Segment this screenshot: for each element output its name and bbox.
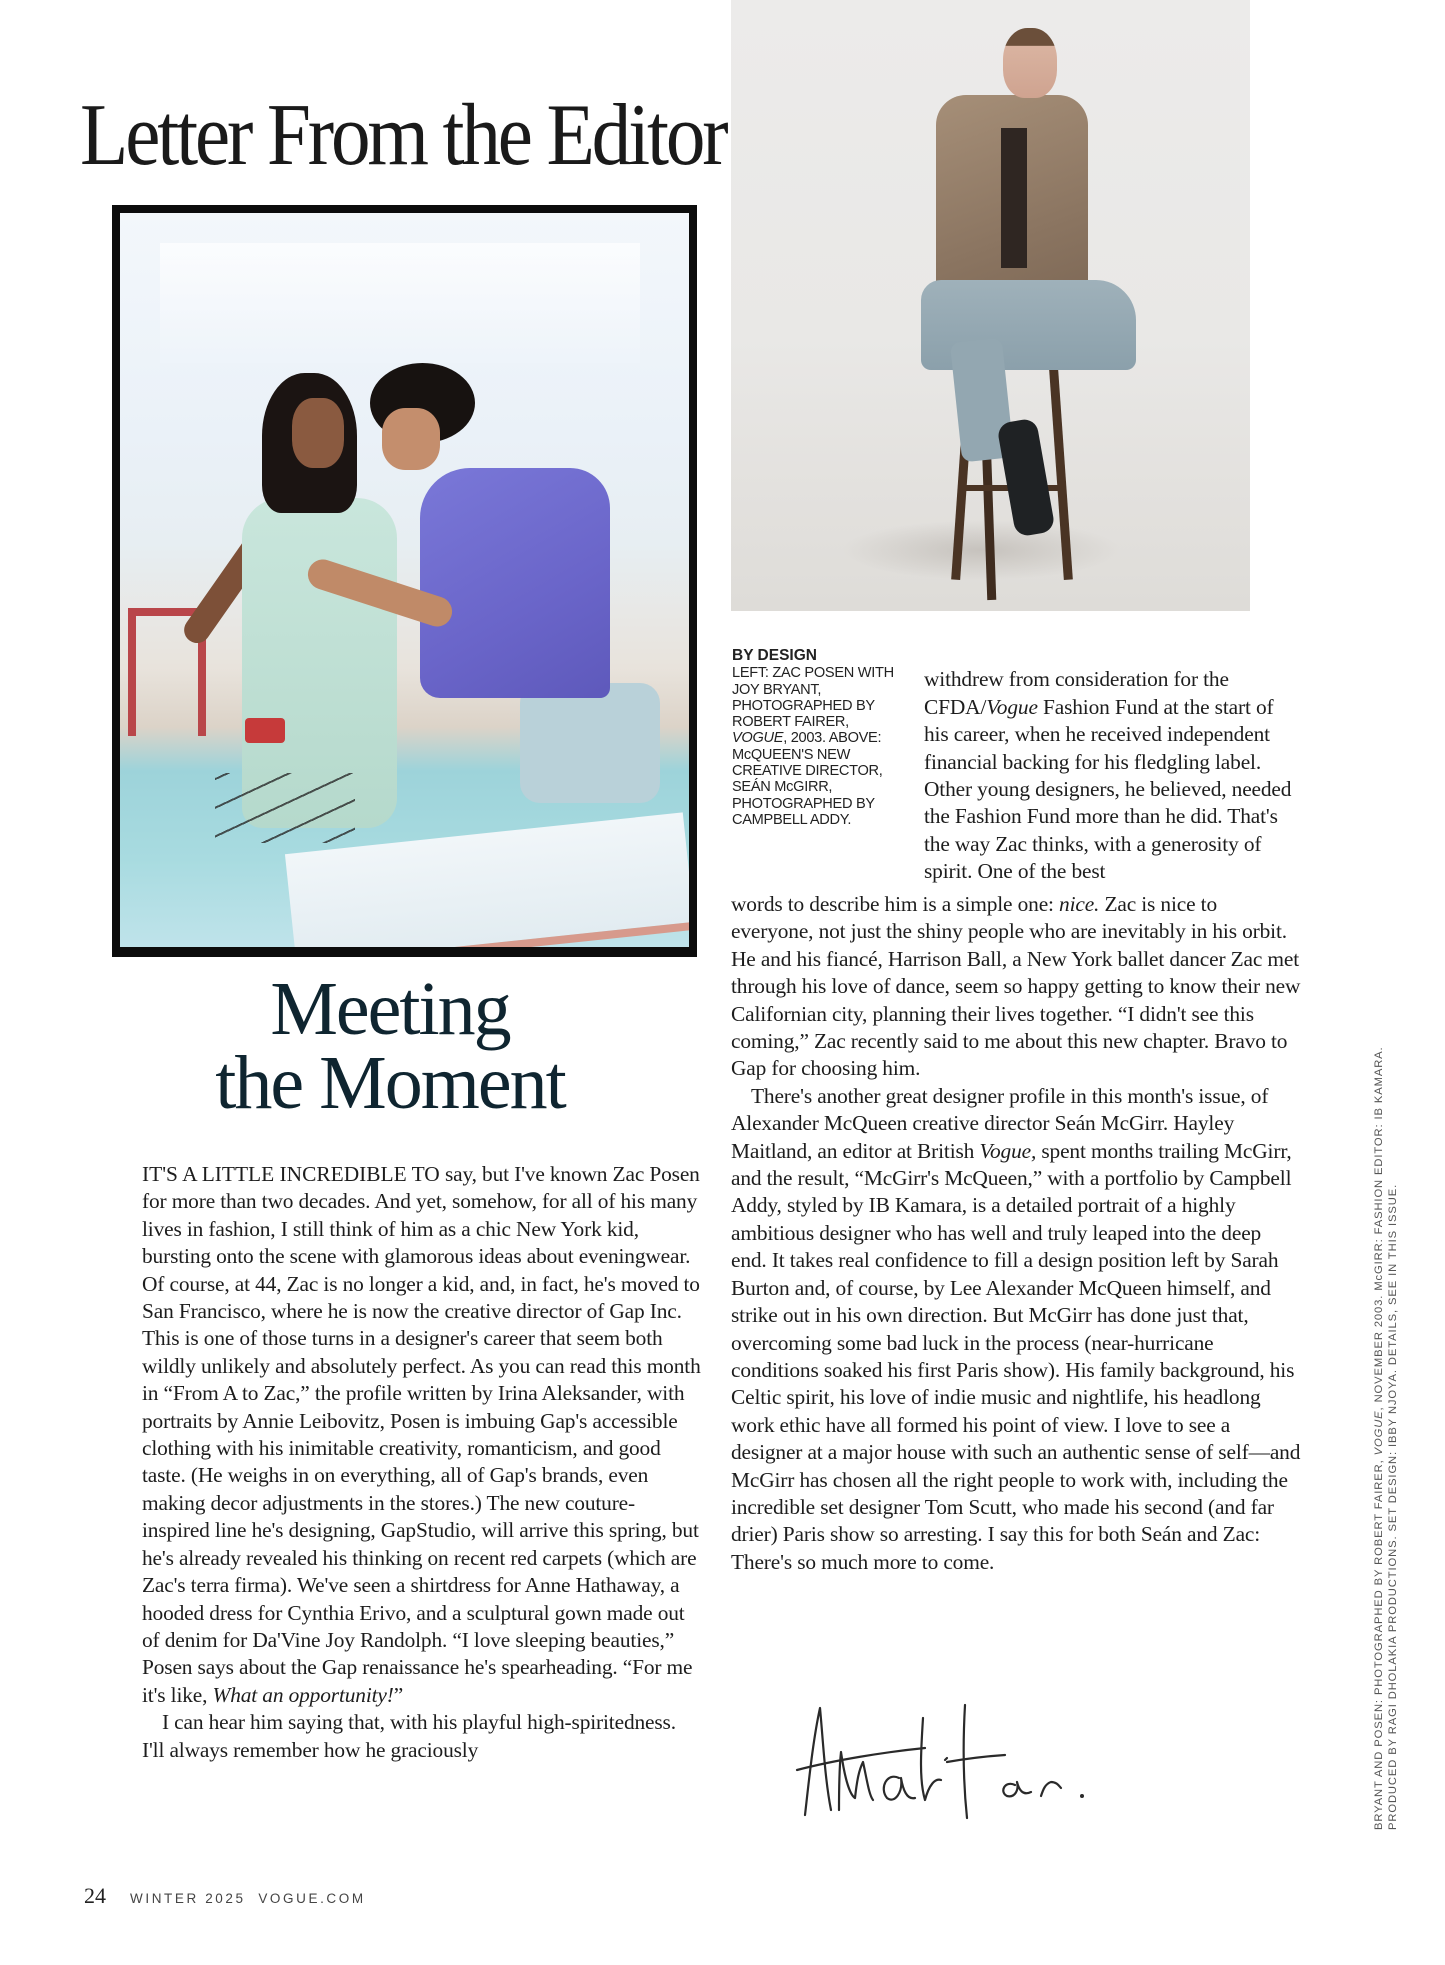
figure-head xyxy=(1003,28,1057,98)
photo-sean-mcgirr xyxy=(731,0,1250,611)
figure-pants xyxy=(520,683,660,803)
purple-shirt xyxy=(420,468,610,698)
credits-line-1: BRYANT AND POSEN: PHOTOGRAPHED BY ROBERT FAIRER, VOGUE, NOVEMBER 2003. McGIRR: FASHION EDITOR: IB KAMARA. xyxy=(1373,1046,1385,1830)
sewing-tools xyxy=(215,773,355,843)
article-column-right xyxy=(731,891,1301,1576)
figure-face xyxy=(292,398,344,468)
credits-line-2: PRODUCED BY RAGI DHOLAKIA PRODUCTIONS. SET DESIGN: IBBY NJOYA. DETAILS, SEE IN THIS ISSUE. xyxy=(1387,1183,1399,1830)
caption-title: BY DESIGN xyxy=(732,647,817,664)
article-headline xyxy=(130,967,650,1125)
section-title: Letter From the Editor xyxy=(80,87,726,184)
article-paragraph-1: IT'S A LITTLE INCREDIBLE TO say, but I've known Zac Posen for more than two decades. And yet, somehow, for all of his many lives in fashion, I still think of him as a chic New York kid, bursting onto the scene with glamorous ideas about eveningwear. Of course, at 44, Zac is no longer a kid, and, in fact, he's moved to San Francisco, where he is now the creative director of Gap Inc. This is one of those turns in a designer's career that seem both wildly unlikely and absolutely perfect. As you can read this month in “From A to Zac,” the profile written by Irina Aleksander, with portraits by Annie Leibovitz, Posen is imbuing Gap's accessible clothing with his inimitable creativity, romanticism, and good taste. (He weighs in on everything, all of Gap's brands, even making decor adjustments in the stores.) The new couture-inspired line he's designing, GapStudio, will arrive this spring, but he's already revealed his thinking on recent red carpets (which are Zac's terra firma). We've seen a shirtdress for Anne Hathaway, a hooded dress for Cynthia Erivo, and a sculptural gown made out of denim for Da'Vine Joy Randolph. “I love sleeping beauties,” Posen says about the Gap renaissance he's spearheading. “For me it's like, What an opportunity!” xyxy=(142,1162,701,1707)
figure-face xyxy=(382,408,440,470)
article-paragraph-3: There's another great designer profile in this month's issue, of Alexander McQueen creative director Seán McGirr. Hayley Maitland, an editor at British Vogue, spent months trailing McGirr, and the result, “McGirr's McQueen,” with a portfolio by Campbell Addy, styled by IB Kamara, is a detailed portrait of a highly ambitious designer who has well and truly leaped into the deep end. It takes real confidence to fill a design position left by Sarah Burton and, of course, by Lee Alexander McQueen himself, and strike out in his own direction. But McGirr has done just that, overcoming some bad luck in the process (near-hurricane conditions soaked his first Paris show). His family background, his Celtic spirit, his love of indie music and nightlife, his headlong work ethic have all formed his point of view. I love to see a designer at a major house with such an authentic sense of self—and McGirr has chosen all the right people to work with, including the incredible set designer Tom Scutt, who made his second (and far drier) Paris show so arresting. I say this for both Seán and Zac: There's so much more to come. xyxy=(731,1083,1301,1574)
article-paragraph-2-end: words to describe him is a simple one: nice. Zac is nice to everyone, not just the shiny people who are inevitably in his orbit. He and his fiancé, Harrison Ball, a New York ballet dancer Zac met through his love of dance, seem so happy getting to know their new Californian city, planning their lives together. “I didn't see this coming,” Zac recently said to me about this new chapter. Bravo to Gap for choosing him. xyxy=(731,892,1301,1081)
tape-dispenser xyxy=(245,718,285,743)
studio-window xyxy=(160,243,640,363)
article-column-right-top xyxy=(924,645,1294,907)
photo-caption: BY DESIGN LEFT: ZAC POSEN WITH JOY BRYANT, PHOTOGRAPHED BY ROBERT FAIRER, VOGUE, 2003. ABOVE: McQUEEN'S NEW CREATIVE DIRECTOR, SEÁN McGIRR, PHOTOGRAPHED BY CAMPBELL ADDY. xyxy=(732,648,902,828)
article-column-left xyxy=(142,1161,702,1764)
figure-shirt xyxy=(1001,128,1027,268)
issue-info: WINTER 2025 VOGUE.COM xyxy=(130,1891,366,1906)
page-folio xyxy=(84,1883,366,1909)
italic-quote: What an opportunity! xyxy=(212,1682,394,1707)
headline-line-2: the Moment xyxy=(215,1041,565,1125)
editor-signature xyxy=(795,1700,1175,1820)
article-paragraph-2: I can hear him saying that, with his playful high-spiritedness. I'll always remember how he graciously xyxy=(142,1710,676,1762)
article-paragraph-2-continued: withdrew from consideration for the CFDA/Vogue Fashion Fund at the start of his career, when he received independent financial backing for his fledgling label. Other young designers, he believed, needed the Fashion Fund more than he did. That's the way Zac thinks, with a generosity of spirit. One of the best xyxy=(924,667,1292,884)
page-number: 24 xyxy=(84,1883,106,1908)
photo-credits xyxy=(1372,1046,1400,1830)
headline-line-1: Meeting xyxy=(270,967,510,1051)
photo-image xyxy=(120,213,689,947)
photo-posen-bryant xyxy=(112,205,697,957)
floor-shadow xyxy=(841,520,1121,580)
lead-in: IT'S A LITTLE INCREDIBLE TO xyxy=(142,1162,440,1186)
